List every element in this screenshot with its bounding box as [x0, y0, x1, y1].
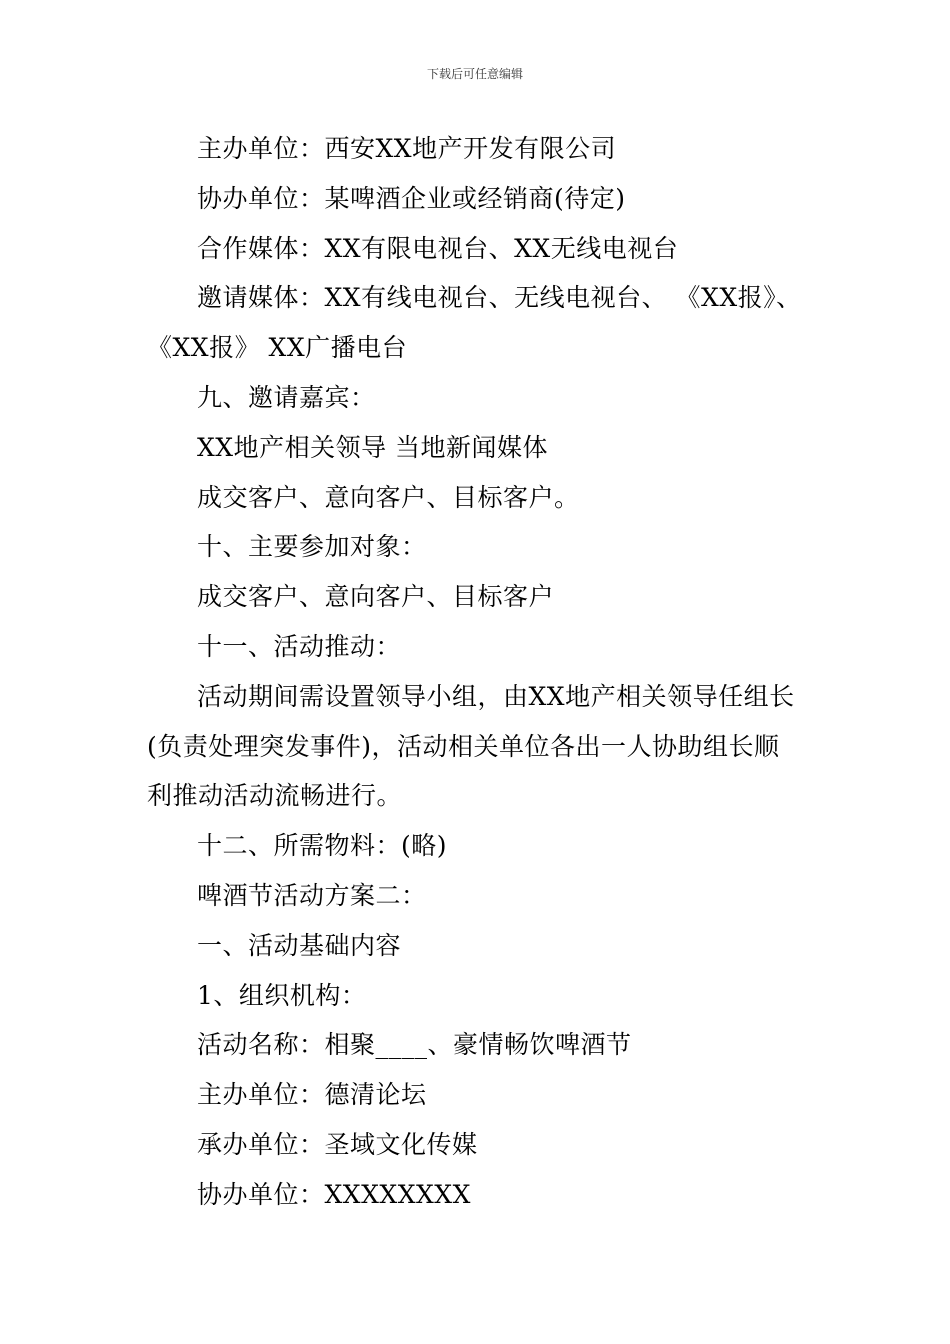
section-heading-participants: 十、主要参加对象： — [197, 532, 427, 562]
paragraph-line-2: (负责处理突发事件)，活动相关单位各出一人协助组长顺 — [147, 731, 780, 761]
text-line-organizer: 主办单位：西安XX地产开发有限公司 — [197, 134, 617, 163]
text-line-assistant: 协办单位：XXXXXXXX — [197, 1179, 471, 1209]
subheading-organization: 1、组织机构： — [197, 980, 367, 1010]
section-heading-materials: 十二、所需物料：(略) — [197, 831, 448, 861]
plan-two-title: 啤酒节活动方案二： — [197, 880, 427, 910]
document-body — [147, 124, 817, 1220]
text-line-event-name: 活动名称：相聚____、豪情畅饮啤酒节 — [197, 1030, 632, 1060]
section-heading-guests: 九、邀请嘉宾： — [197, 382, 376, 412]
text-line-co-organizer: 协办单位：某啤酒企业或经销商(待定) — [197, 183, 626, 213]
header-note: 下载后可任意编辑 — [426, 67, 523, 81]
text-line-invited-media-cont: 《XX报》 XX广播电台 — [147, 333, 408, 363]
section-heading-promotion: 十一、活动推动： — [197, 631, 402, 661]
text-line-partner-media: 合作媒体：XX有限电视台、XX无线电视台 — [197, 233, 679, 263]
section-heading-basics: 一、活动基础内容 — [197, 930, 402, 960]
text-line-invited-media: 邀请媒体：XX有线电视台、无线电视台、 《XX报》、 — [197, 283, 802, 313]
text-line-guests: XX地产相关领导 当地新闻媒体 — [197, 432, 549, 462]
text-line-guests-clients: 成交客户、意向客户、目标客户。 — [197, 482, 580, 512]
text-line-participants: 成交客户、意向客户、目标客户 — [197, 582, 555, 612]
text-line-undertaker: 承办单位：圣域文化传媒 — [197, 1129, 478, 1159]
text-line-host: 主办单位：德清论坛 — [197, 1080, 427, 1110]
paragraph-line-1: 活动期间需设置领导小组，由XX地产相关领导任组长 — [197, 681, 795, 711]
paragraph-line-3: 利推动活动流畅进行。 — [147, 781, 403, 811]
